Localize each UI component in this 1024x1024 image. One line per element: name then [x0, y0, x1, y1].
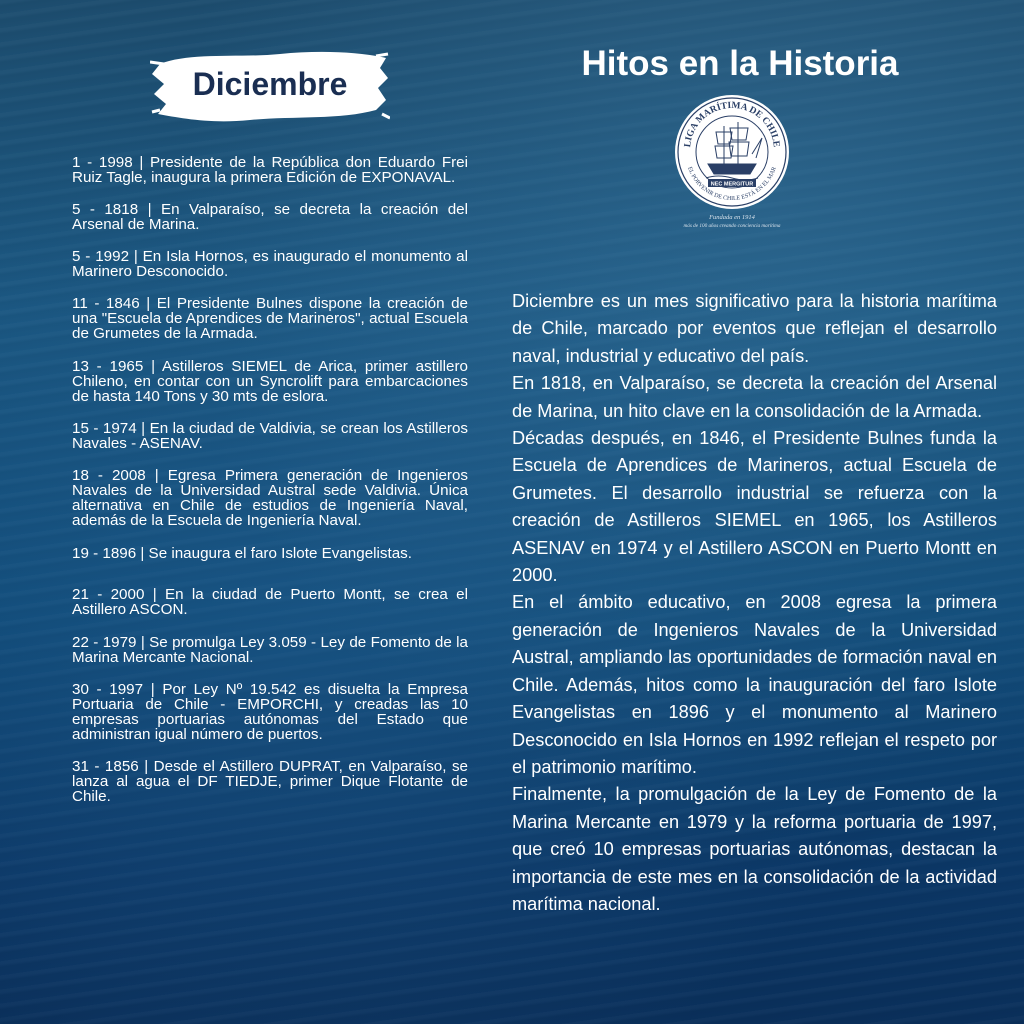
timeline-event: 15 - 1974 | En la ciudad de Valdivia, se crean los Astilleros Navales - ASENAV.: [72, 420, 468, 452]
summary-paragraph: Finalmente, la promulgación de la Ley de Fomento de la Marina Mercante en 1979 y la reforma portuaria de 1997, que creó 10 empresas portuarias autónomas, destacan la importancia de este mes en la consolidación de la actividad marítima nacional.: [512, 784, 997, 914]
summary-paragraph: Diciembre es un mes significativo para la historia marítima de Chile, marcado por eventos que reflejan el desarrollo naval, industrial y educativo del país.: [512, 291, 997, 366]
timeline-event: 19 - 1896 | Se inaugura el faro Islote Evangelistas.: [72, 545, 412, 562]
logo-ribbon-text: NEC MERGITUR: [710, 181, 754, 188]
logo-ring-top-text: LIGA MARÍTIMA DE CHILE: [683, 100, 781, 148]
timeline-event: 5 - 1992 | En Isla Hornos, es inaugurado el monumento al Marinero Desconocido.: [72, 248, 468, 280]
timeline-event: 18 - 2008 | Egresa Primera generación de Ingenieros Navales de la Universidad Austral sede Valdivia. Única alternativa en Chile de estudios de Ingeniería Naval, además de la Escuela de Ingeniería Naval.: [72, 467, 468, 529]
logo-caption-tagline: más de 100 años creando conciencia marítima: [683, 223, 781, 229]
summary-paragraph: En 1818, en Valparaíso, se decreta la creación del Arsenal de Marina, un hito clave en la consolidación de la Armada.: [512, 373, 997, 421]
timeline-event: 5 - 1818 | En Valparaíso, se decreta la creación del Arsenal de Marina.: [72, 201, 468, 233]
timeline-event: 11 - 1846 | El Presidente Bulnes dispone la creación de una "Escuela de Aprendices de Marineros", actual Escuela de Grumetes de la Armada.: [72, 295, 468, 342]
timeline-event: 31 - 1856 | Desde el Astillero DUPRAT, en Valparaíso, se lanza al agua el DF TIEDJE, primer Dique Flotante de Chile.: [72, 758, 468, 805]
timeline-list: [72, 155, 468, 804]
timeline-event: 30 - 1997 | Por Ley Nº 19.542 es disuelta la Empresa Portuaria de Chile - EMPORCHI, y creadas las 10 empresas portuarias autónomas del Estado que administran igual número de puertos.: [72, 681, 468, 743]
summary-text: [512, 288, 997, 918]
ship-seal-icon: [668, 92, 796, 232]
timeline-event: 21 - 2000 | En la ciudad de Puerto Montt, se crea el Astillero ASCON.: [72, 586, 468, 618]
timeline-event: 22 - 1979 | Se promulga Ley 3.059 - Ley de Fomento de la Marina Mercante Nacional.: [72, 634, 468, 666]
month-title: Diciembre: [192, 66, 348, 102]
logo-ring-bottom-text: EL PORVENIR DE CHILE ESTÁ EN EL MAR: [686, 166, 778, 203]
summary-paragraph: Décadas después, en 1846, el Presidente Bulnes funda la Escuela de Aprendices de Marineros, actual Escuela de Grumetes. El desarrollo industrial se refuerza con la creación de Astilleros SIEMEL en 1965, los Astilleros ASENAV en 1974 y el Astillero ASCON en Puerto Montt en 2000.: [512, 428, 997, 586]
summary-paragraph: En el ámbito educativo, en 2008 egresa la primera generación de Ingenieros Navales de la Universidad Austral, ampliando las oportunidades de formación naval en Chile. Además, hitos como la inauguración del faro Islote Evangelistas en 1896 y el monumento al Marinero Desconocido en Isla Hornos en 1992 reflejan el respeto por el patrimonio marítimo.: [512, 592, 997, 777]
page-title: Hitos en la Historia: [581, 44, 899, 83]
liga-maritima-logo: [668, 92, 796, 232]
timeline-event: 1 - 1998 | Presidente de la República don Eduardo Frei Ruiz Tagle, inaugura la primera Edición de EXPONAVAL.: [72, 154, 468, 186]
timeline-event: 13 - 1965 | Astilleros SIEMEL de Arica, primer astillero Chileno, en contar con un Syncrolift para embarcaciones de hasta 140 Tons y 30 mts de eslora.: [72, 358, 468, 405]
month-label: [150, 44, 390, 128]
logo-caption-founded: Fundada en 1914: [709, 214, 755, 221]
